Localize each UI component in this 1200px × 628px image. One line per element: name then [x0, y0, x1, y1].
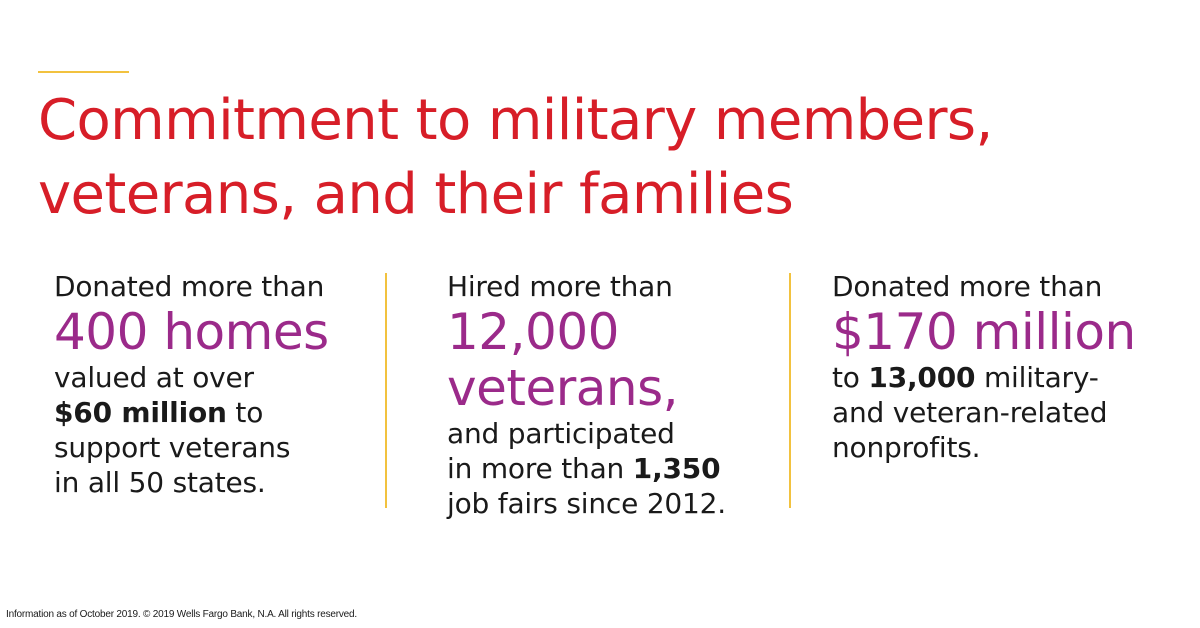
stat-line-head: in more than: [447, 452, 633, 485]
stat-bold-value: $60 million: [54, 396, 227, 429]
stat-line: in all 50 states.: [54, 466, 266, 499]
stat-line-tail: military-: [975, 361, 1099, 394]
stat-line-tail: to: [226, 396, 264, 429]
stat-line: support veterans: [54, 431, 291, 464]
column-divider: [385, 273, 387, 508]
headline-line-2: veterans, and their families: [38, 162, 794, 227]
stat-bold-value: 13,000: [868, 361, 976, 394]
stat-homes: [54, 270, 329, 500]
stat-highlight: $170 million: [832, 303, 1136, 361]
stat-line-head: to: [832, 361, 869, 394]
stat-lead: Donated more than: [54, 270, 325, 303]
headline-line-1: Commitment to military members,: [38, 88, 993, 153]
stat-line: [832, 360, 1136, 395]
headline: [38, 84, 993, 232]
headline-accent-rule: [38, 71, 129, 73]
stat-highlight: 12,000: [447, 303, 619, 361]
stat-line: valued at over: [54, 361, 254, 394]
column-divider: [789, 273, 791, 508]
copyright-footer: Information as of October 2019. © 2019 Wells Fargo Bank, N.A. All rights reserved.: [6, 609, 357, 620]
stat-line: and veteran-related: [832, 396, 1108, 429]
stat-lead: Hired more than: [447, 270, 673, 303]
stat-line: [54, 395, 329, 430]
stat-nonprofits: [832, 270, 1136, 465]
stat-line: job fairs since 2012.: [447, 487, 726, 520]
stat-bold-value: 1,350: [632, 452, 721, 485]
stat-lead: Donated more than: [832, 270, 1103, 303]
stat-line: nonprofits.: [832, 431, 981, 464]
stat-line: and participated: [447, 417, 675, 450]
stat-highlight: veterans,: [447, 359, 679, 417]
stat-veterans-hired: [447, 270, 726, 521]
stat-highlight: 400 homes: [54, 303, 329, 361]
stat-line: [447, 451, 726, 486]
